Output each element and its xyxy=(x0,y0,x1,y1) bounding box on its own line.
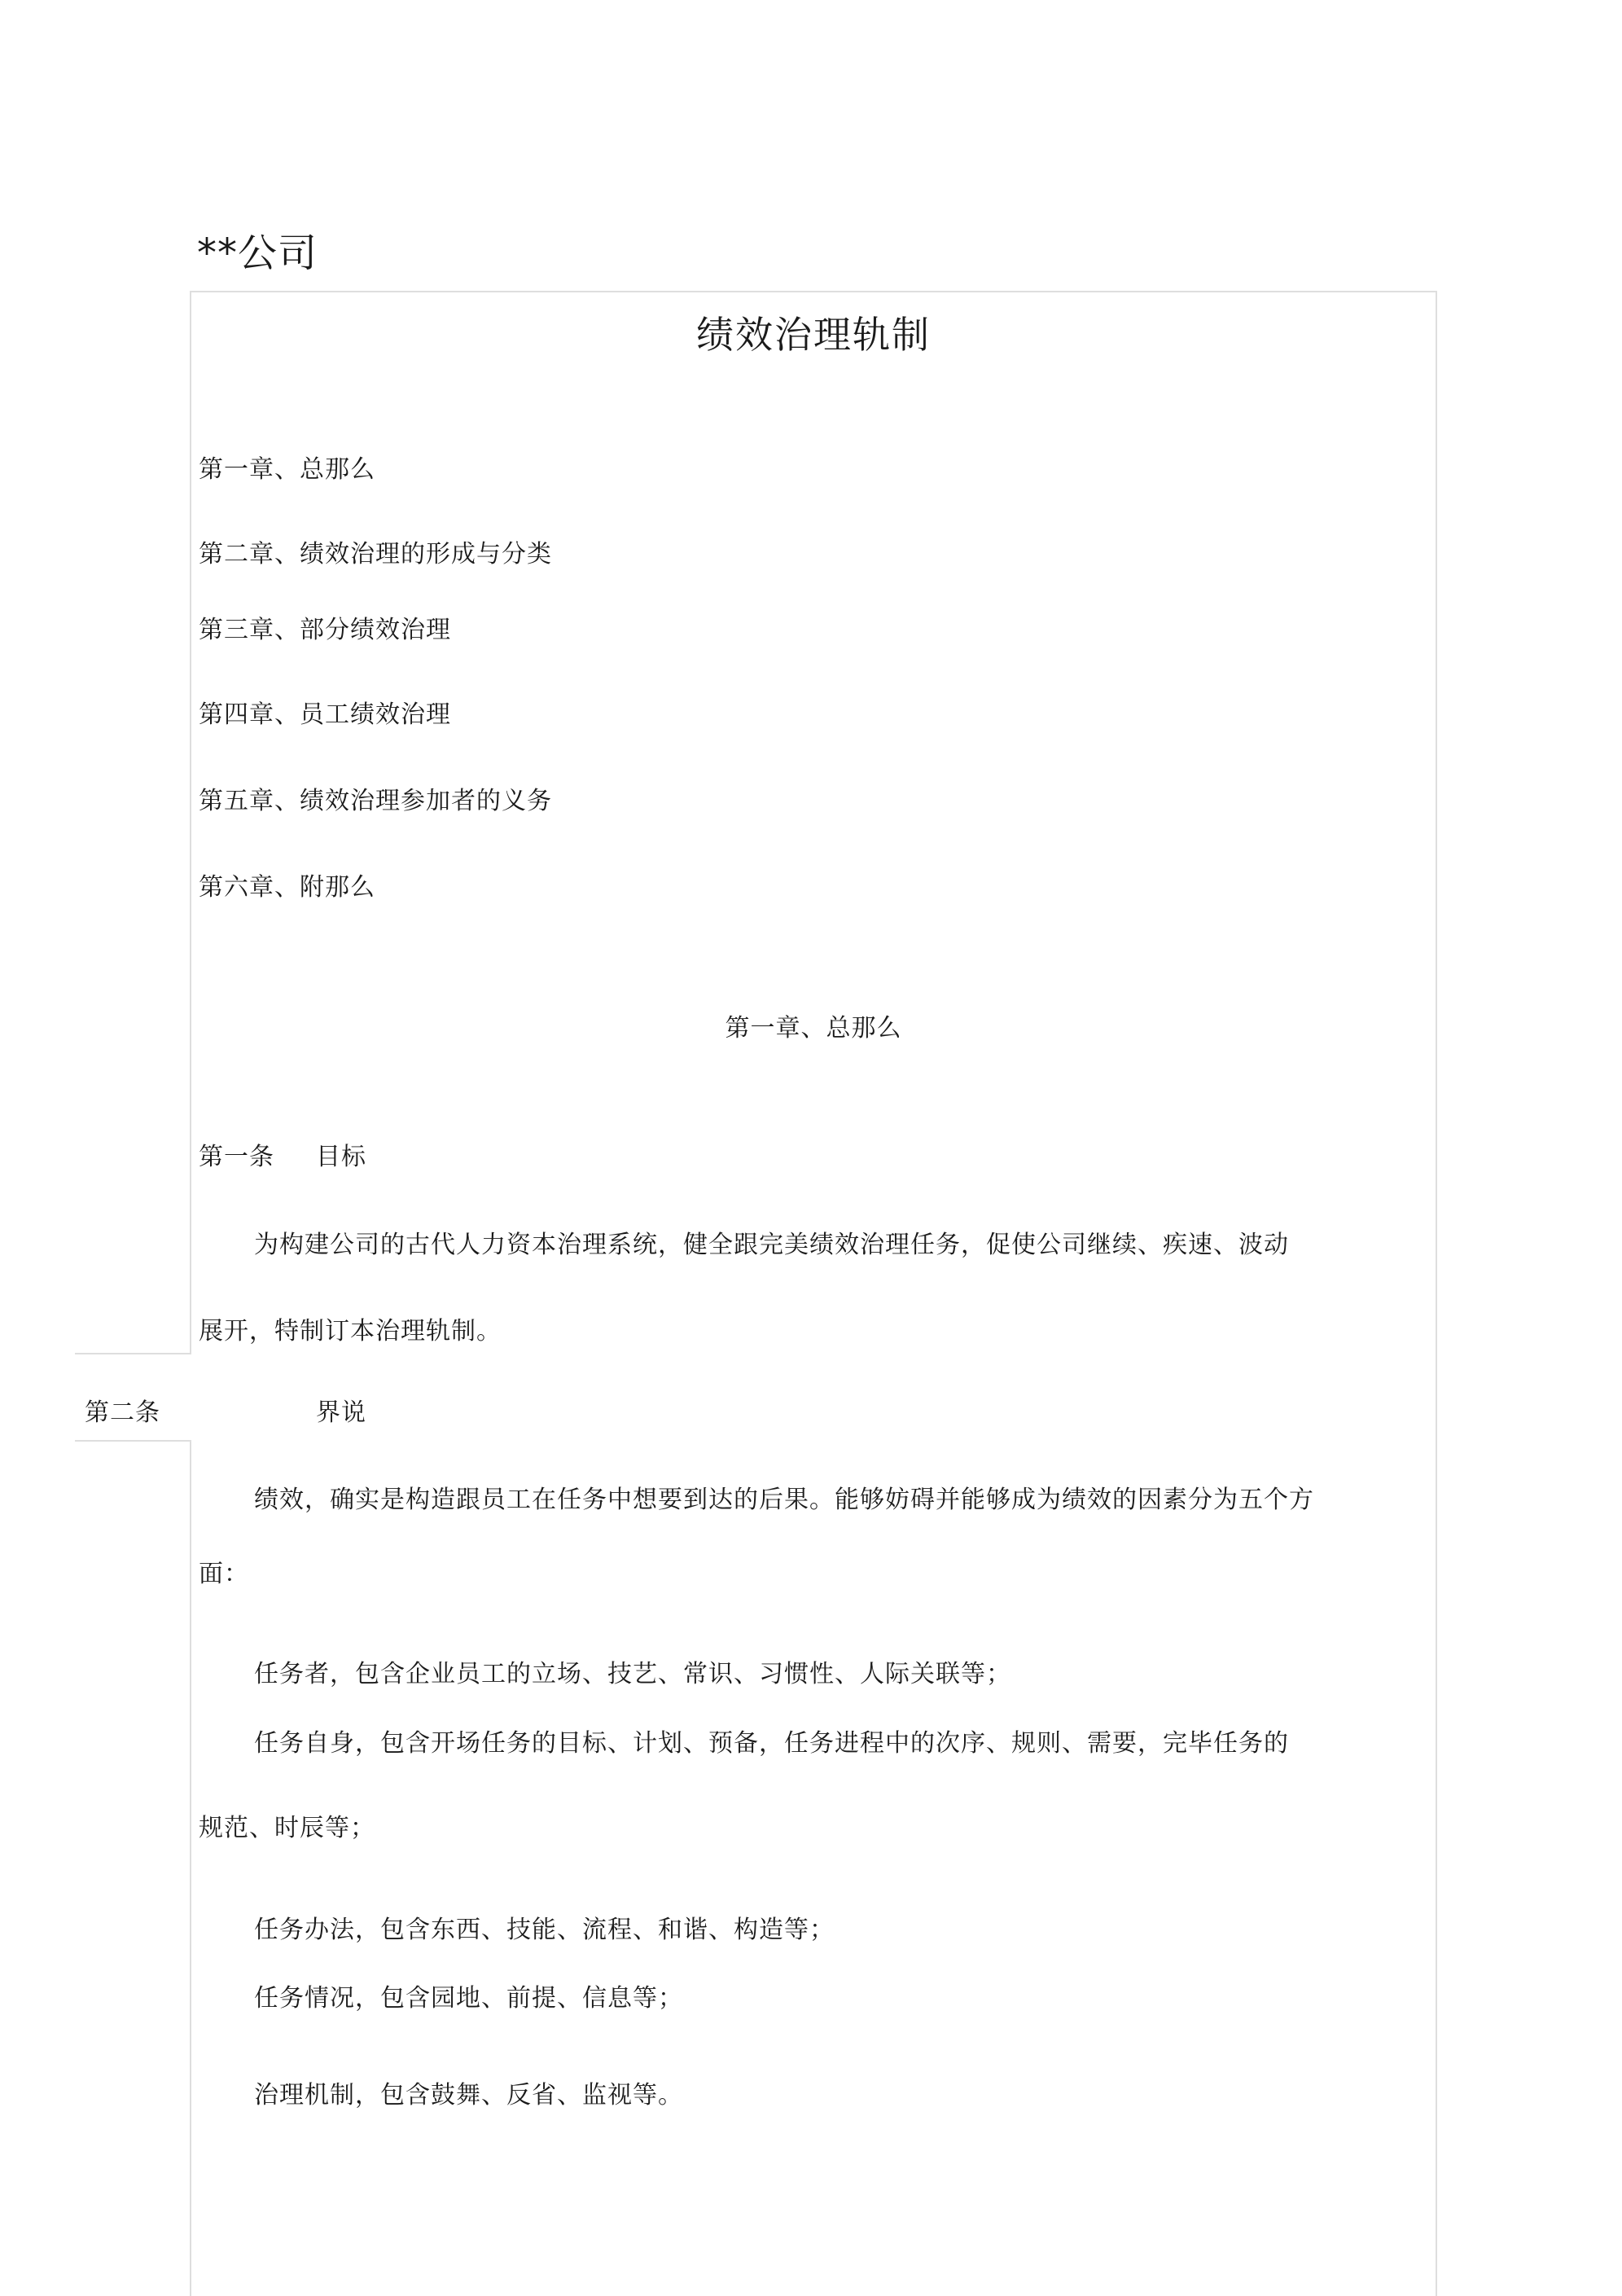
frame-top-border xyxy=(190,291,1437,292)
toc-item: 第四章、员工绩效治理 xyxy=(199,700,451,729)
frame-notch-top xyxy=(75,1353,191,1354)
article-label: 第二条 xyxy=(85,1398,160,1427)
toc-item: 第一章、总那么 xyxy=(199,455,375,484)
list-item: 任务办法，包含东西、技能、流程、和谐、构造等； xyxy=(254,1916,835,1944)
article-title: 目标 xyxy=(316,1143,366,1171)
frame-left-border-lower xyxy=(190,1440,191,2296)
frame-right-border xyxy=(1436,291,1437,2296)
list-item: 任务者，包含企业员工的立场、技艺、常识、习惯性、人际关联等； xyxy=(254,1660,1011,1688)
document-title: 绩效治理轨制 xyxy=(696,313,931,357)
article-title: 界说 xyxy=(316,1398,366,1427)
toc-item: 第五章、绩效治理参加者的义务 xyxy=(199,787,552,815)
chapter-heading: 第一章、总那么 xyxy=(725,1014,902,1043)
paragraph-line: 绩效，确实是构造跟员工在任务中想要到达的后果。能够妨碍并能够成为绩效的因素分为五个方 xyxy=(254,1486,1314,1514)
paragraph-line: 面： xyxy=(199,1560,249,1588)
toc-item: 第二章、绩效治理的形成与分类 xyxy=(199,540,552,569)
article-label: 第一条 xyxy=(199,1143,274,1171)
list-item: 规范、时辰等； xyxy=(199,1814,375,1842)
company-name: **公司 xyxy=(197,230,318,276)
toc-item: 第六章、附那么 xyxy=(199,873,375,902)
list-item: 治理机制，包含鼓舞、反省、监视等。 xyxy=(254,2081,683,2109)
list-item: 任务自身，包含开场任务的目标、计划、预备，任务进程中的次序、规则、需要，完毕任务的 xyxy=(254,1729,1289,1758)
paragraph-line: 展开，特制订本治理轨制。 xyxy=(199,1317,502,1346)
toc-item: 第三章、部分绩效治理 xyxy=(199,616,451,644)
frame-notch-bottom xyxy=(75,1440,191,1442)
list-item: 任务情况，包含园地、前提、信息等； xyxy=(254,1984,683,2013)
frame-left-border-upper xyxy=(190,291,191,1354)
paragraph-line: 为构建公司的古代人力资本治理系统，健全跟完美绩效治理任务，促使公司继续、疾速、波动 xyxy=(254,1231,1289,1259)
